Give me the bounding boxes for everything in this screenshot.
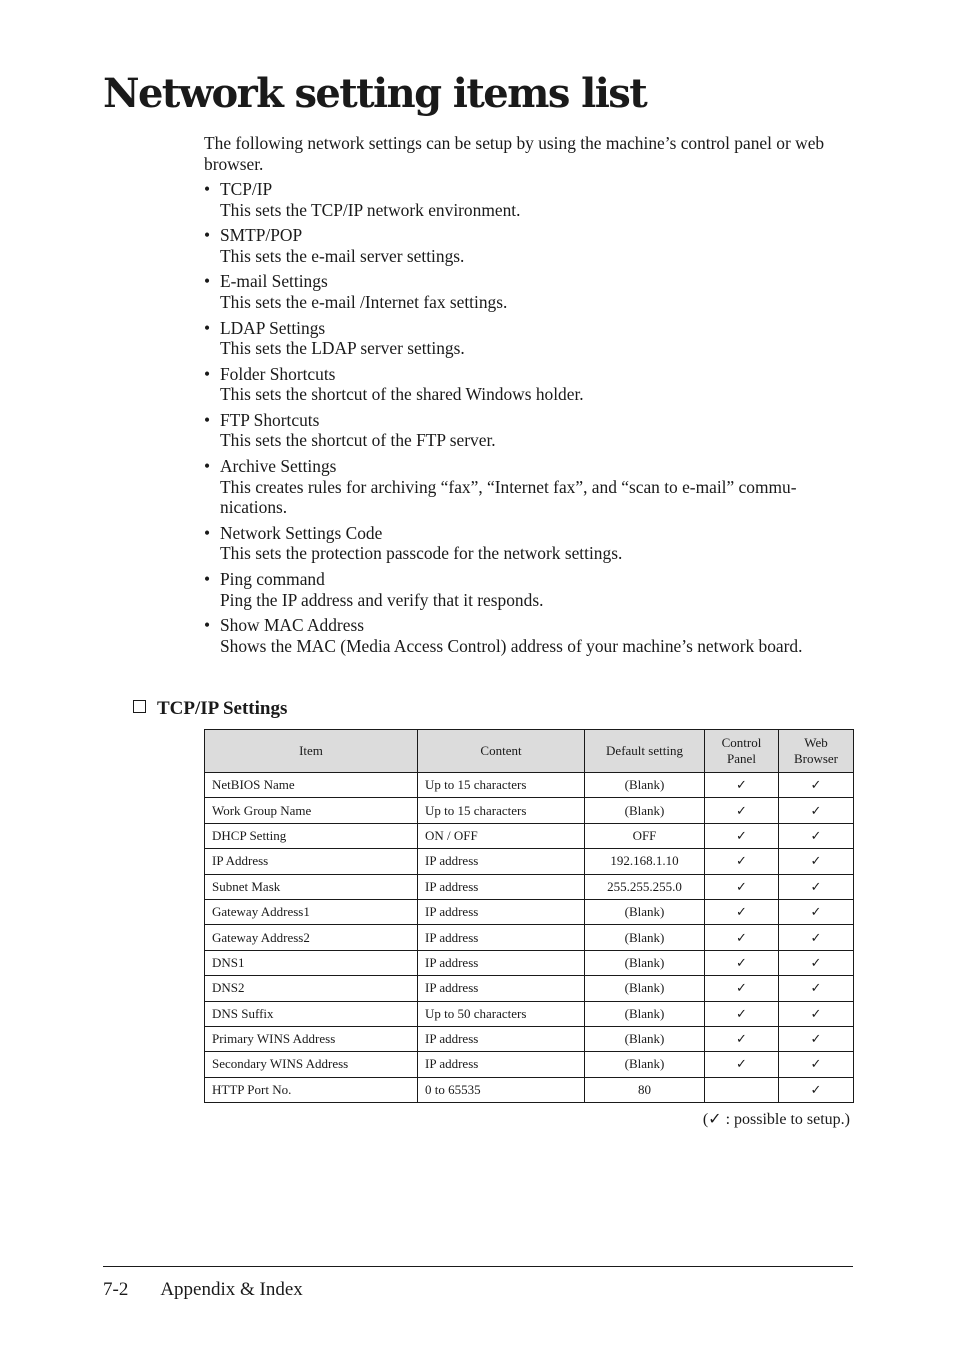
web-browser-check-icon: ✓: [779, 798, 854, 823]
table-row: [205, 1077, 854, 1102]
header-web-browser: Web Browser: [779, 730, 854, 773]
item-description: This sets the e-mail /Internet fax settings.: [220, 291, 508, 312]
table-row: [205, 874, 854, 899]
item-description: This sets the shortcut of the FTP server.: [220, 430, 496, 451]
cell-item: HTTP Port No.: [205, 1077, 418, 1102]
control-panel-check-icon: ✓: [705, 950, 779, 975]
list-item: [204, 318, 854, 359]
header-item: Item: [205, 730, 418, 773]
checkbox-square-icon: [133, 700, 146, 713]
item-label: SMTP/POP: [220, 225, 303, 246]
cell-content: IP address: [418, 899, 585, 924]
header-control-panel: Control Panel: [705, 730, 779, 773]
control-panel-check-icon: ✓: [705, 773, 779, 798]
list-item: [204, 569, 854, 610]
cell-content: Up to 15 characters: [418, 773, 585, 798]
cell-item: IP Address: [205, 849, 418, 874]
item-description: This sets the LDAP server settings.: [220, 338, 465, 359]
control-panel-check-icon: [705, 1077, 779, 1102]
table-header-row: [205, 730, 854, 773]
table-row: [205, 925, 854, 950]
list-item: [204, 615, 854, 656]
bullet-icon: •: [204, 522, 211, 543]
bullet-icon: •: [204, 317, 211, 338]
page-number: 7-2: [103, 1279, 129, 1300]
control-panel-check-icon: ✓: [705, 823, 779, 848]
control-panel-check-icon: ✓: [705, 849, 779, 874]
web-browser-check-icon: ✓: [779, 899, 854, 924]
cell-item: DNS1: [205, 950, 418, 975]
cell-item: Gateway Address2: [205, 925, 418, 950]
item-description: This sets the TCP/IP network environment.: [220, 199, 521, 220]
web-browser-check-icon: ✓: [779, 1001, 854, 1026]
web-browser-check-icon: ✓: [779, 950, 854, 975]
cell-item: DNS Suffix: [205, 1001, 418, 1026]
cell-default: 255.255.255.0: [585, 874, 705, 899]
item-label: Archive Settings: [220, 456, 337, 477]
list-item: [204, 179, 854, 220]
control-panel-check-icon: ✓: [705, 1001, 779, 1026]
footer-section-name: Appendix & Index: [160, 1279, 303, 1300]
control-panel-check-icon: ✓: [705, 976, 779, 1001]
control-panel-check-icon: ✓: [705, 925, 779, 950]
bullet-icon: •: [204, 456, 211, 477]
cell-content: IP address: [418, 874, 585, 899]
cell-content: IP address: [418, 1026, 585, 1051]
bullet-icon: •: [204, 615, 211, 636]
control-panel-check-icon: ✓: [705, 798, 779, 823]
cell-item: NetBIOS Name: [205, 773, 418, 798]
list-item: [204, 456, 854, 518]
cell-content: IP address: [418, 1052, 585, 1077]
page-title: Network setting items list: [103, 70, 647, 117]
table-row: [205, 773, 854, 798]
cell-content: Up to 15 characters: [418, 798, 585, 823]
web-browser-check-icon: ✓: [779, 1026, 854, 1051]
item-label: Show MAC Address: [220, 615, 364, 636]
control-panel-check-icon: ✓: [705, 1026, 779, 1051]
item-label: FTP Shortcuts: [220, 409, 320, 430]
table-row: [205, 1052, 854, 1077]
cell-default: (Blank): [585, 950, 705, 975]
table-row: [205, 1026, 854, 1051]
bullet-icon: •: [204, 225, 211, 246]
item-label: TCP/IP: [220, 179, 273, 199]
web-browser-check-icon: ✓: [779, 925, 854, 950]
item-description: This sets the e-mail server settings.: [220, 245, 465, 266]
list-item: [204, 271, 854, 312]
settings-item-list: [204, 179, 854, 656]
item-description: Ping the IP address and verify that it responds.: [220, 589, 544, 610]
table-row: [205, 899, 854, 924]
table-row: [205, 849, 854, 874]
bullet-icon: •: [204, 271, 211, 292]
cell-item: Secondary WINS Address: [205, 1052, 418, 1077]
bullet-icon: •: [204, 363, 211, 384]
cell-default: 192.168.1.10: [585, 849, 705, 874]
cell-default: (Blank): [585, 976, 705, 1001]
item-label: E-mail Settings: [220, 271, 328, 292]
section-title: TCP/IP Settings: [157, 698, 288, 719]
control-panel-check-icon: ✓: [705, 1052, 779, 1077]
section-heading: [133, 697, 287, 721]
cell-item: Gateway Address1: [205, 899, 418, 924]
table-row: [205, 1001, 854, 1026]
list-item: [204, 225, 854, 266]
cell-default: (Blank): [585, 1026, 705, 1051]
cell-default: (Blank): [585, 773, 705, 798]
cell-item: DHCP Setting: [205, 823, 418, 848]
cell-default: OFF: [585, 823, 705, 848]
list-item: [204, 410, 854, 451]
header-default-setting: Default setting: [585, 730, 705, 773]
item-label: Folder Shortcuts: [220, 363, 336, 384]
web-browser-check-icon: ✓: [779, 976, 854, 1001]
cell-default: (Blank): [585, 1052, 705, 1077]
page-footer: [103, 1278, 303, 1302]
cell-content: IP address: [418, 925, 585, 950]
cell-content: IP address: [418, 950, 585, 975]
web-browser-check-icon: ✓: [779, 849, 854, 874]
intro-paragraph: The following network settings can be setup by using the machine’s control panel or web browser.: [204, 133, 825, 174]
web-browser-check-icon: ✓: [779, 1052, 854, 1077]
table-row: [205, 976, 854, 1001]
cell-content: IP address: [418, 849, 585, 874]
cell-item: Subnet Mask: [205, 874, 418, 899]
control-panel-check-icon: ✓: [705, 899, 779, 924]
bullet-icon: •: [204, 569, 211, 589]
cell-default: (Blank): [585, 1001, 705, 1026]
bullet-icon: •: [204, 409, 211, 430]
legend-note: (✓ : possible to setup.): [702, 1111, 850, 1128]
cell-default: (Blank): [585, 925, 705, 950]
item-label: LDAP Settings: [220, 317, 326, 338]
web-browser-check-icon: ✓: [779, 874, 854, 899]
cell-content: Up to 50 characters: [418, 1001, 585, 1026]
web-browser-check-icon: ✓: [779, 773, 854, 798]
cell-item: Work Group Name: [205, 798, 418, 823]
cell-item: Primary WINS Address: [205, 1026, 418, 1051]
cell-content: IP address: [418, 976, 585, 1001]
tcpip-settings-table: [204, 729, 854, 1103]
web-browser-check-icon: ✓: [779, 823, 854, 848]
web-browser-check-icon: ✓: [779, 1077, 854, 1102]
item-description: This sets the shortcut of the shared Windows holder.: [220, 384, 584, 405]
cell-content: ON / OFF: [418, 823, 585, 848]
item-label: Network Settings Code: [220, 522, 383, 543]
item-description: This sets the protection passcode for the network settings.: [220, 543, 623, 564]
list-item: [204, 523, 854, 564]
cell-default: 80: [585, 1077, 705, 1102]
cell-default: (Blank): [585, 899, 705, 924]
table-row: [205, 823, 854, 848]
item-label: Ping command: [220, 569, 325, 589]
table-row: [205, 950, 854, 975]
footer-divider: [103, 1266, 853, 1267]
table-row: [205, 798, 854, 823]
header-content: Content: [418, 730, 585, 773]
item-description: Shows the MAC (Media Access Control) address of your machine’s network board.: [220, 635, 803, 656]
bullet-icon: •: [204, 179, 211, 199]
control-panel-check-icon: ✓: [705, 874, 779, 899]
list-item: [204, 364, 854, 405]
cell-content: 0 to 65535: [418, 1077, 585, 1102]
cell-default: (Blank): [585, 798, 705, 823]
item-description: This creates rules for archiving “fax”, “Internet fax”, and “scan to e-mail” commu- nications.: [220, 476, 797, 518]
intro-section: [204, 133, 854, 661]
cell-item: DNS2: [205, 976, 418, 1001]
